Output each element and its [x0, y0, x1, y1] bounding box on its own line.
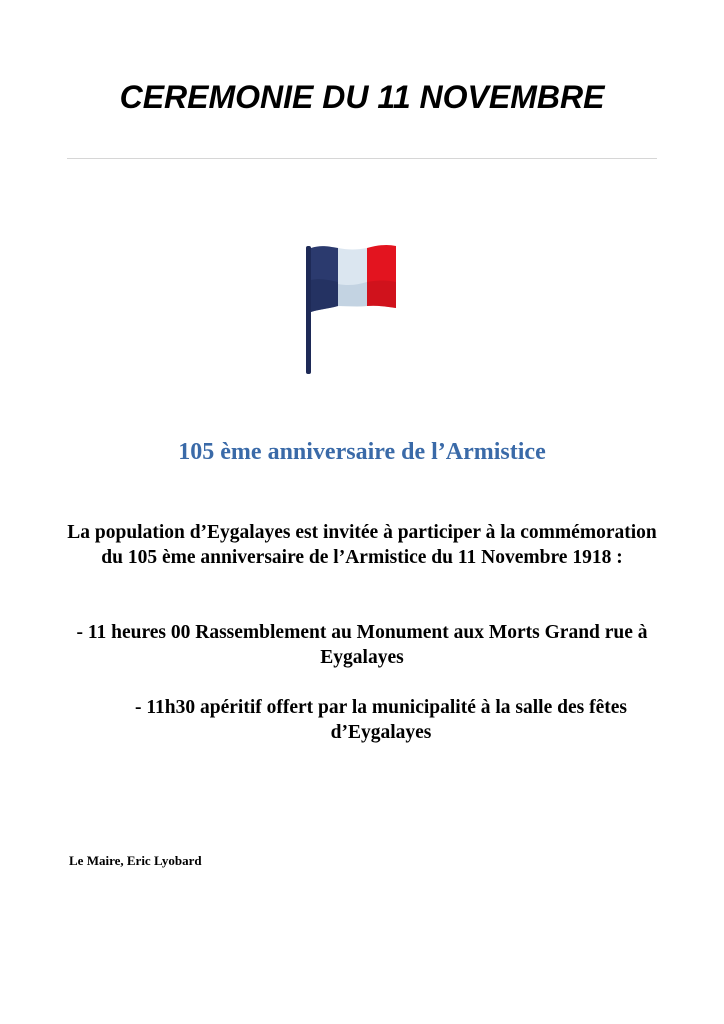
title-divider [67, 158, 657, 159]
signature: Le Maire, Eric Lyobard [69, 853, 202, 868]
intro-paragraph: La population d’Eygalayes est invitée à participer à la commémoration du 105 ème anniversaire de l’Armistice du 11 Novembre 1918 : [67, 522, 657, 568]
french-flag-icon [300, 240, 404, 376]
page-title: CEREMONIE DU 11 NOVEMBRE [119, 79, 605, 115]
flag-pole [306, 246, 311, 374]
program-item-aperitif: - 11h30 apéritif offert par la municipalité à la salle des fêtes d’Eygalayes [135, 697, 627, 743]
subtitle: 105 ème anniversaire de l’Armistice [178, 439, 546, 465]
program-item-rassemblement: - 11 heures 00 Rassemblement au Monument aux Morts Grand rue à Eygalayes [76, 622, 648, 668]
